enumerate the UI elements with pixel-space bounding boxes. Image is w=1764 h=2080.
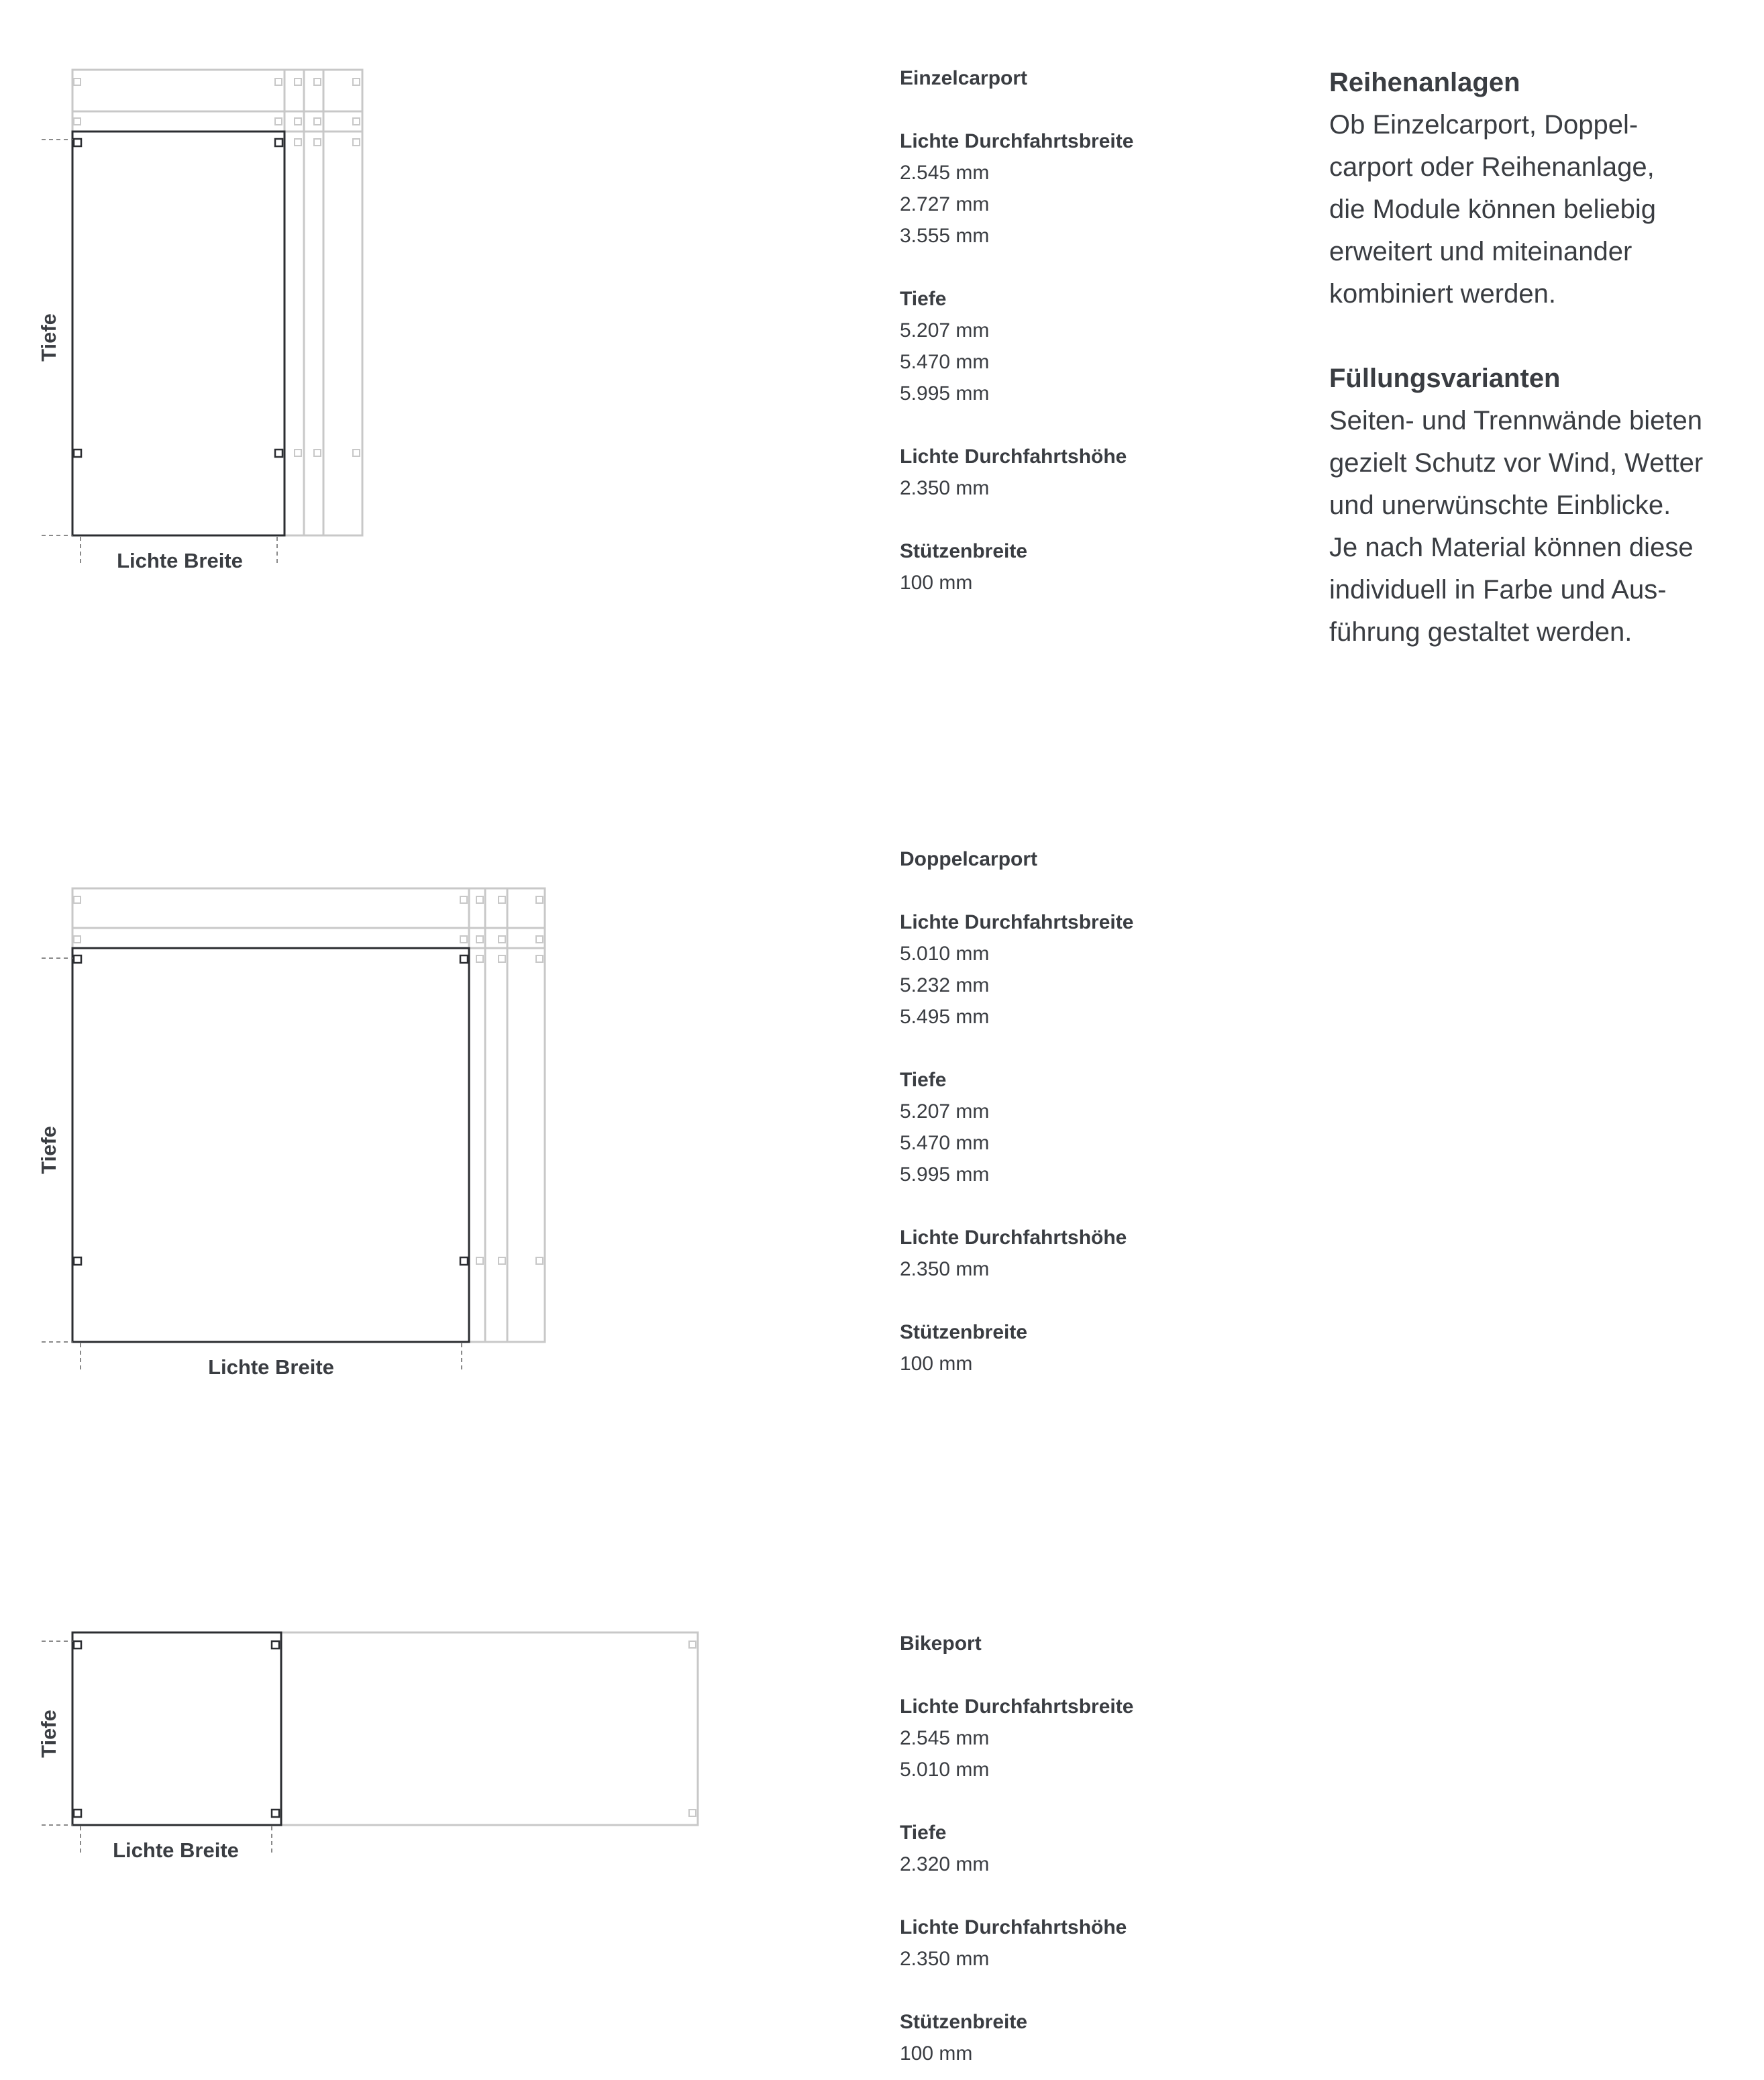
doppelcarport-module-outline [72, 948, 469, 1342]
spec-label: Lichte Durchfahrtshöhe [900, 446, 1127, 468]
info-line: und unerwünschte Einblicke. [1329, 490, 1671, 520]
spec-einzelcarport [900, 62, 1302, 599]
spec-group-durchfahrtsbreite [900, 906, 1302, 1033]
bikeport-extension-posts [689, 1641, 696, 1816]
spec-value: 3.555 mm [900, 225, 990, 247]
einzelcarport-depth-label: Tiefe [37, 313, 60, 362]
spec-value: 5.207 mm [900, 319, 990, 342]
doppelcarport-posts [74, 955, 468, 1265]
doppelcarport-depth-label: Tiefe [37, 1126, 60, 1174]
einzelcarport-plan [37, 70, 362, 572]
spec-value: 100 mm [900, 572, 973, 594]
bikeport-plan [37, 1632, 698, 1862]
einzelcarport-dimension-lines [42, 140, 277, 565]
info-line: die Module können beliebig [1329, 195, 1657, 224]
spec-value: 2.545 mm [900, 162, 990, 184]
spec-group-durchfahrtsbreite [900, 125, 1302, 252]
spec-group-stuetzenbreite [900, 2006, 1302, 2069]
info-line: individuell in Farbe und Aus- [1329, 575, 1667, 605]
spec-label: Stützenbreite [900, 540, 1028, 562]
spec-value: 2.545 mm [900, 1727, 990, 1749]
spec-label: Stützenbreite [900, 1321, 1028, 1343]
spec-value: 100 mm [900, 2042, 973, 2065]
info-line: gezielt Schutz vor Wind, Wetter [1329, 448, 1704, 478]
spec-label: Lichte Durchfahrtshöhe [900, 1227, 1127, 1249]
info-column [1329, 62, 1759, 696]
spec-group-durchfahrtshoehe [900, 441, 1302, 504]
spec-group-durchfahrtshoehe [900, 1912, 1302, 1975]
info-line: kombiniert werden. [1329, 279, 1556, 309]
spec-value: 2.350 mm [900, 1258, 990, 1280]
spec-value: 5.010 mm [900, 1759, 990, 1781]
spec-group-tiefe [900, 283, 1302, 409]
spec-label: Lichte Durchfahrtsbreite [900, 1696, 1134, 1718]
einzelcarport-posts [74, 139, 282, 457]
spec-label: Tiefe [900, 1069, 947, 1091]
spec-value: 5.470 mm [900, 1132, 990, 1154]
doppelcarport-plan [37, 888, 545, 1379]
spec-value: 5.995 mm [900, 1163, 990, 1186]
info-line: erweitert und miteinander [1329, 237, 1632, 266]
spec-group-stuetzenbreite [900, 1316, 1302, 1380]
spec-value: 2.350 mm [900, 477, 990, 499]
doppelcarport-width-label: Lichte Breite [208, 1355, 334, 1379]
spec-label: Stützenbreite [900, 2011, 1028, 2033]
spec-value: 2.350 mm [900, 1948, 990, 1970]
spec-value: 5.995 mm [900, 382, 990, 405]
spec-label: Lichte Durchfahrtshöhe [900, 1916, 1127, 1938]
spec-value: 5.207 mm [900, 1100, 990, 1123]
info-title: Reihenanlagen [1329, 68, 1520, 97]
spec-value: 100 mm [900, 1353, 973, 1375]
spec-label: Tiefe [900, 1822, 947, 1844]
spec-title: Doppelcarport [900, 848, 1038, 870]
carport-plan-diagrams [0, 0, 872, 2080]
doppelcarport-extension-outline [72, 888, 545, 1342]
info-title: Füllungsvarianten [1329, 364, 1561, 393]
info-line: Seiten- und Trennwände bieten [1329, 406, 1702, 435]
info-line: Je nach Material können diese [1329, 533, 1694, 562]
spec-group-durchfahrtshoehe [900, 1222, 1302, 1285]
spec-label: Lichte Durchfahrtsbreite [900, 911, 1134, 933]
spec-value: 2.320 mm [900, 1853, 990, 1875]
info-block-reihenanlagen [1329, 62, 1759, 315]
spec-value: 5.232 mm [900, 974, 990, 996]
spec-value: 2.727 mm [900, 193, 990, 215]
info-line: führung gestaltet werden. [1329, 617, 1632, 647]
spec-group-tiefe [900, 1817, 1302, 1880]
spec-value: 5.470 mm [900, 351, 990, 373]
bikeport-depth-label: Tiefe [37, 1710, 60, 1758]
bikeport-module-outline [72, 1632, 281, 1825]
einzelcarport-extension-posts [74, 79, 360, 456]
doppelcarport-extension-posts [74, 896, 543, 1264]
spec-title: Bikeport [900, 1632, 982, 1655]
spec-bikeport [900, 1628, 1302, 2069]
info-line: Ob Einzelcarport, Doppel- [1329, 110, 1639, 140]
einzelcarport-module-outline [72, 132, 284, 535]
spec-group-tiefe [900, 1064, 1302, 1190]
spec-label: Tiefe [900, 288, 947, 310]
info-block-fuellungsvarianten [1329, 358, 1759, 654]
spec-title: Einzelcarport [900, 67, 1028, 89]
spec-value: 5.495 mm [900, 1006, 990, 1028]
info-line: carport oder Reihenanlage, [1329, 152, 1655, 182]
spec-value: 5.010 mm [900, 943, 990, 965]
spec-doppelcarport [900, 843, 1302, 1380]
spec-group-durchfahrtsbreite [900, 1691, 1302, 1785]
einzelcarport-width-label: Lichte Breite [117, 549, 243, 572]
spec-label: Lichte Durchfahrtsbreite [900, 130, 1134, 152]
bikeport-width-label: Lichte Breite [113, 1838, 239, 1862]
spec-group-stuetzenbreite [900, 535, 1302, 599]
doppelcarport-dimension-lines [42, 958, 462, 1371]
